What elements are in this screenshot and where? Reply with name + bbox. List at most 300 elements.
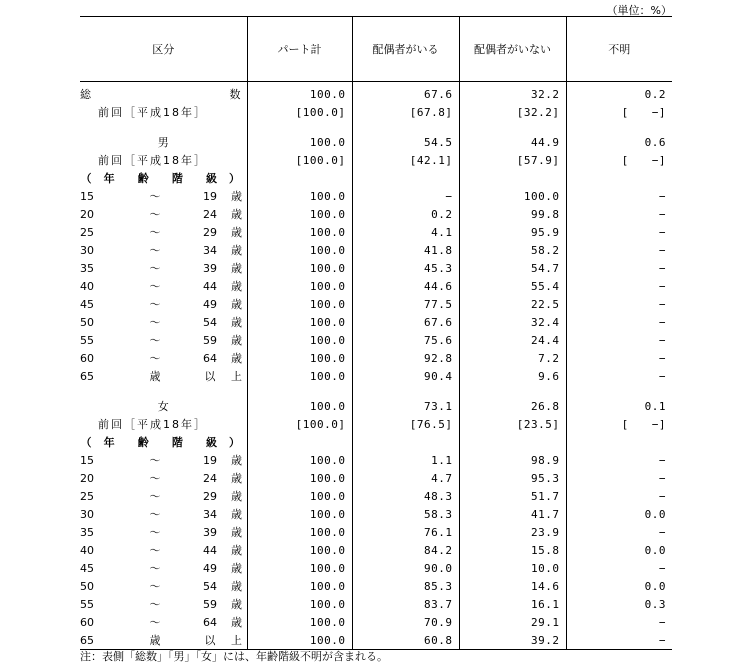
header-without-spouse: 配偶者がいない: [459, 17, 566, 82]
female-age-header-empty: [247, 433, 352, 451]
female-age-header: [80, 433, 247, 451]
age-unit: 上: [231, 634, 242, 647]
male-age-part: 100.0: [247, 241, 352, 259]
male-total-part: 100.0: [247, 133, 352, 151]
male-age-with-spouse: 45.3: [352, 259, 459, 277]
male-previous-without-spouse: [57.9]: [459, 151, 566, 169]
female-age-part: 100.0: [247, 523, 352, 541]
age-unit: 上: [231, 370, 242, 383]
header-category: 区分: [80, 17, 247, 82]
female-total-row: [80, 397, 672, 415]
male-age-with-spouse: 41.8: [352, 241, 459, 259]
female-previous-unknown: [ −]: [566, 415, 672, 433]
male-age-without-spouse: 54.7: [459, 259, 566, 277]
age-to: 19: [203, 453, 217, 467]
female-age-with-spouse: 76.1: [352, 523, 459, 541]
male-age-header: [80, 169, 247, 187]
age-from: 65: [80, 633, 94, 647]
male-total-without-spouse: 44.9: [459, 133, 566, 151]
table-row: [80, 523, 672, 541]
age-to: 34: [203, 507, 217, 521]
female-age-header-row: [80, 433, 672, 451]
female-age-with-spouse: 90.0: [352, 559, 459, 577]
male-age-label: [80, 241, 247, 259]
age-sep: 〜: [149, 190, 161, 203]
header-with-spouse: 配偶者がいる: [352, 17, 459, 82]
age-from: 20: [80, 207, 94, 221]
total-previous-unknown: [ −]: [566, 103, 672, 121]
male-total-unknown: 0.6: [566, 133, 672, 151]
female-age-unknown: −: [566, 469, 672, 487]
age-from: 60: [80, 615, 94, 629]
age-sep: 〜: [149, 580, 161, 593]
unit-label: （単位：%）: [606, 4, 672, 17]
male-age-unknown: −: [566, 349, 672, 367]
age-unit: 歳: [231, 598, 242, 611]
table-row: [80, 595, 672, 613]
female-age-with-spouse: 60.8: [352, 631, 459, 650]
female-age-part: 100.0: [247, 505, 352, 523]
female-total-with-spouse: 73.1: [352, 397, 459, 415]
male-previous-with-spouse: [42.1]: [352, 151, 459, 169]
age-unit: 歳: [231, 490, 242, 503]
female-age-unknown: 0.0: [566, 505, 672, 523]
age-sep: 〜: [149, 334, 161, 347]
male-age-part: 100.0: [247, 259, 352, 277]
spacer-cell: [247, 385, 352, 397]
age-from: 55: [80, 597, 94, 611]
age-from: 50: [80, 579, 94, 593]
female-age-label: [80, 505, 247, 523]
age-from: 65: [80, 369, 94, 383]
age-from: 30: [80, 507, 94, 521]
total-label-right: 数: [229, 88, 241, 101]
age-from: 25: [80, 489, 94, 503]
male-age-unknown: −: [566, 223, 672, 241]
spacer-row: [80, 121, 672, 133]
age-to: 64: [203, 615, 217, 629]
total-part: 100.0: [247, 82, 352, 104]
female-age-with-spouse: 1.1: [352, 451, 459, 469]
female-age-without-spouse: 14.6: [459, 577, 566, 595]
female-age-part: 100.0: [247, 487, 352, 505]
female-age-unknown: −: [566, 631, 672, 650]
age-to: 49: [203, 297, 217, 311]
male-age-header-row: [80, 169, 672, 187]
male-previous-row: [80, 151, 672, 169]
male-age-label: [80, 367, 247, 385]
age-unit: 歳: [231, 580, 242, 593]
female-age-label: [80, 541, 247, 559]
male-age-with-spouse: 90.4: [352, 367, 459, 385]
female-age-part: 100.0: [247, 451, 352, 469]
age-to: 39: [203, 525, 217, 539]
age-from: 25: [80, 225, 94, 239]
total-previous-text: 前回［平成18年］: [98, 106, 207, 119]
male-age-part: 100.0: [247, 349, 352, 367]
spacer-cell: [80, 385, 247, 397]
age-unit: 歳: [231, 208, 242, 221]
female-age-without-spouse: 29.1: [459, 613, 566, 631]
female-age-unknown: −: [566, 523, 672, 541]
age-from: 15: [80, 189, 94, 203]
age-unit: 歳: [231, 226, 242, 239]
total-previous-without-spouse: [32.2]: [459, 103, 566, 121]
age-sep: 〜: [149, 544, 161, 557]
female-age-header-empty: [352, 433, 459, 451]
age-from: 35: [80, 261, 94, 275]
total-row: [80, 82, 672, 104]
female-age-header-char: ）: [229, 436, 240, 449]
female-age-label: [80, 451, 247, 469]
male-age-with-spouse: −: [352, 187, 459, 205]
female-total-part: 100.0: [247, 397, 352, 415]
male-age-without-spouse: 24.4: [459, 331, 566, 349]
header-row: [80, 17, 672, 82]
male-age-label: [80, 331, 247, 349]
male-age-part: 100.0: [247, 313, 352, 331]
table-row: [80, 559, 672, 577]
female-age-header-char: 級: [205, 436, 217, 449]
table-header: [80, 17, 672, 82]
male-age-with-spouse: 44.6: [352, 277, 459, 295]
age-unit: 歳: [231, 526, 242, 539]
header-unknown: 不明: [566, 17, 672, 82]
female-age-with-spouse: 58.3: [352, 505, 459, 523]
female-age-without-spouse: 51.7: [459, 487, 566, 505]
female-age-header-char: 齢: [137, 436, 149, 449]
age-unit: 歳: [231, 544, 242, 557]
table-row: [80, 367, 672, 385]
female-total-unknown: 0.1: [566, 397, 672, 415]
male-age-without-spouse: 7.2: [459, 349, 566, 367]
male-age-unknown: −: [566, 313, 672, 331]
age-to: 54: [203, 579, 217, 593]
age-from: 50: [80, 315, 94, 329]
female-age-part: 100.0: [247, 469, 352, 487]
age-to: 29: [203, 489, 217, 503]
age-from: 40: [80, 543, 94, 557]
male-label: [80, 133, 247, 151]
total-without-spouse: 32.2: [459, 82, 566, 104]
female-age-label: [80, 487, 247, 505]
table-row: [80, 313, 672, 331]
table-row: [80, 505, 672, 523]
female-age-with-spouse: 85.3: [352, 577, 459, 595]
male-age-without-spouse: 55.4: [459, 277, 566, 295]
male-age-without-spouse: 100.0: [459, 187, 566, 205]
female-age-unknown: −: [566, 487, 672, 505]
male-age-header-empty: [566, 169, 672, 187]
total-with-spouse: 67.6: [352, 82, 459, 104]
age-from: 35: [80, 525, 94, 539]
age-sep: 〜: [149, 280, 161, 293]
age-sep: 歳: [149, 634, 161, 647]
male-age-unknown: −: [566, 367, 672, 385]
age-sep: 〜: [149, 352, 161, 365]
age-sep: 歳: [149, 370, 161, 383]
age-sep: 〜: [149, 208, 161, 221]
table-row: [80, 205, 672, 223]
male-age-part: 100.0: [247, 367, 352, 385]
female-age-without-spouse: 39.2: [459, 631, 566, 650]
male-age-unknown: −: [566, 241, 672, 259]
table-row: [80, 331, 672, 349]
female-age-part: 100.0: [247, 577, 352, 595]
male-age-label: [80, 277, 247, 295]
spacer-cell: [566, 385, 672, 397]
female-age-part: 100.0: [247, 541, 352, 559]
male-age-part: 100.0: [247, 331, 352, 349]
age-unit: 歳: [231, 616, 242, 629]
male-age-unknown: −: [566, 259, 672, 277]
age-sep: 〜: [149, 526, 161, 539]
total-label: [80, 82, 247, 104]
table-row: [80, 469, 672, 487]
male-age-part: 100.0: [247, 187, 352, 205]
age-from: 55: [80, 333, 94, 347]
age-sep: 〜: [149, 262, 161, 275]
female-age-with-spouse: 4.7: [352, 469, 459, 487]
table-row: [80, 487, 672, 505]
female-age-header-char: 年: [103, 436, 115, 449]
female-label-text: 女: [157, 400, 169, 413]
age-from: 15: [80, 453, 94, 467]
male-previous-text: 前回［平成18年］: [98, 154, 207, 167]
age-sep: 〜: [149, 508, 161, 521]
female-age-with-spouse: 70.9: [352, 613, 459, 631]
male-age-unknown: −: [566, 277, 672, 295]
male-age-header-empty: [459, 169, 566, 187]
age-from: 40: [80, 279, 94, 293]
female-age-with-spouse: 83.7: [352, 595, 459, 613]
male-previous-unknown: [ −]: [566, 151, 672, 169]
male-age-part: 100.0: [247, 223, 352, 241]
male-age-header-char: 年: [103, 172, 115, 185]
male-age-header-empty: [352, 169, 459, 187]
age-to: 44: [203, 279, 217, 293]
male-previous-part: [100.0]: [247, 151, 352, 169]
female-age-without-spouse: 95.3: [459, 469, 566, 487]
spacer-row: [80, 385, 672, 397]
total-previous-label: [80, 103, 247, 121]
male-age-label: [80, 187, 247, 205]
female-age-without-spouse: 10.0: [459, 559, 566, 577]
age-unit: 歳: [231, 352, 242, 365]
female-age-without-spouse: 23.9: [459, 523, 566, 541]
age-unit: 歳: [231, 316, 242, 329]
male-age-without-spouse: 95.9: [459, 223, 566, 241]
table-row: [80, 259, 672, 277]
female-age-label: [80, 559, 247, 577]
male-age-without-spouse: 58.2: [459, 241, 566, 259]
spacer-cell: [459, 385, 566, 397]
female-age-without-spouse: 41.7: [459, 505, 566, 523]
female-age-unknown: 0.0: [566, 541, 672, 559]
age-to: 64: [203, 351, 217, 365]
age-to: 以: [204, 370, 216, 383]
female-age-unknown: −: [566, 613, 672, 631]
age-unit: 歳: [231, 562, 242, 575]
female-age-unknown: 0.0: [566, 577, 672, 595]
table-row: [80, 451, 672, 469]
female-previous-with-spouse: [76.5]: [352, 415, 459, 433]
female-age-label: [80, 595, 247, 613]
male-age-header-empty: [247, 169, 352, 187]
female-age-label: [80, 469, 247, 487]
male-age-label: [80, 313, 247, 331]
female-age-part: 100.0: [247, 559, 352, 577]
male-age-with-spouse: 92.8: [352, 349, 459, 367]
age-unit: 歳: [231, 508, 242, 521]
female-previous-row: [80, 415, 672, 433]
male-age-part: 100.0: [247, 277, 352, 295]
age-unit: 歳: [231, 262, 242, 275]
male-age-label: [80, 259, 247, 277]
age-from: 45: [80, 561, 94, 575]
table-row: [80, 187, 672, 205]
age-to: 54: [203, 315, 217, 329]
age-sep: 〜: [149, 598, 161, 611]
age-unit: 歳: [231, 454, 242, 467]
male-age-unknown: −: [566, 331, 672, 349]
female-age-label: [80, 613, 247, 631]
table-row: [80, 577, 672, 595]
female-age-without-spouse: 15.8: [459, 541, 566, 559]
age-unit: 歳: [231, 244, 242, 257]
female-age-header-empty: [566, 433, 672, 451]
age-from: 60: [80, 351, 94, 365]
age-from: 20: [80, 471, 94, 485]
male-age-header-char: ）: [229, 172, 240, 185]
age-sep: 〜: [149, 562, 161, 575]
age-unit: 歳: [231, 190, 242, 203]
age-sep: 〜: [149, 490, 161, 503]
age-to: 39: [203, 261, 217, 275]
female-label: [80, 397, 247, 415]
age-to: 29: [203, 225, 217, 239]
age-to: 24: [203, 207, 217, 221]
table-row: [80, 223, 672, 241]
male-label-text: 男: [157, 136, 169, 149]
female-age-label: [80, 631, 247, 650]
male-age-label: [80, 205, 247, 223]
female-previous-label: [80, 415, 247, 433]
male-age-part: 100.0: [247, 205, 352, 223]
male-previous-label: [80, 151, 247, 169]
age-sep: 〜: [149, 454, 161, 467]
spacer-cell: [352, 385, 459, 397]
age-to: 59: [203, 333, 217, 347]
age-to: 59: [203, 597, 217, 611]
male-age-header-char: （: [80, 172, 92, 185]
female-age-with-spouse: 84.2: [352, 541, 459, 559]
male-age-without-spouse: 9.6: [459, 367, 566, 385]
female-previous-text: 前回［平成18年］: [98, 418, 207, 431]
footnote: 注：表側「総数」「男」「女」には、年齢階級不明が含まれる。: [80, 650, 388, 663]
male-age-unknown: −: [566, 205, 672, 223]
age-to: 19: [203, 189, 217, 203]
age-to: 34: [203, 243, 217, 257]
male-age-with-spouse: 4.1: [352, 223, 459, 241]
age-from: 30: [80, 243, 94, 257]
age-unit: 歳: [231, 298, 242, 311]
male-age-header-char: 齢: [137, 172, 149, 185]
male-age-unknown: −: [566, 187, 672, 205]
female-total-without-spouse: 26.8: [459, 397, 566, 415]
total-previous-with-spouse: [67.8]: [352, 103, 459, 121]
table-row: [80, 613, 672, 631]
age-to: 以: [204, 634, 216, 647]
male-age-label: [80, 295, 247, 313]
male-age-with-spouse: 77.5: [352, 295, 459, 313]
male-age-label: [80, 223, 247, 241]
age-to: 49: [203, 561, 217, 575]
table-row: [80, 241, 672, 259]
male-age-part: 100.0: [247, 295, 352, 313]
male-total-with-spouse: 54.5: [352, 133, 459, 151]
female-age-header-char: （: [80, 436, 92, 449]
age-from: 45: [80, 297, 94, 311]
statistics-table: [80, 16, 672, 650]
age-unit: 歳: [231, 334, 242, 347]
age-sep: 〜: [149, 226, 161, 239]
male-age-without-spouse: 32.4: [459, 313, 566, 331]
male-age-header-char: 級: [205, 172, 217, 185]
male-age-with-spouse: 0.2: [352, 205, 459, 223]
female-age-unknown: 0.3: [566, 595, 672, 613]
age-to: 44: [203, 543, 217, 557]
female-age-label: [80, 523, 247, 541]
female-age-part: 100.0: [247, 613, 352, 631]
male-age-label: [80, 349, 247, 367]
female-age-unknown: −: [566, 559, 672, 577]
age-unit: 歳: [231, 280, 242, 293]
total-unknown: 0.2: [566, 82, 672, 104]
female-age-without-spouse: 16.1: [459, 595, 566, 613]
female-age-header-char: 階: [171, 436, 183, 449]
male-age-without-spouse: 22.5: [459, 295, 566, 313]
age-sep: 〜: [149, 298, 161, 311]
female-age-with-spouse: 48.3: [352, 487, 459, 505]
age-to: 24: [203, 471, 217, 485]
female-age-header-empty: [459, 433, 566, 451]
female-age-unknown: −: [566, 451, 672, 469]
female-age-part: 100.0: [247, 595, 352, 613]
total-label-left: 総: [80, 88, 91, 101]
age-sep: 〜: [149, 244, 161, 257]
table-row: [80, 349, 672, 367]
table-row: [80, 295, 672, 313]
male-age-header-char: 階: [171, 172, 183, 185]
male-age-unknown: −: [566, 295, 672, 313]
table-row: [80, 541, 672, 559]
table-row: [80, 277, 672, 295]
table-body: [80, 82, 672, 650]
age-sep: 〜: [149, 616, 161, 629]
total-previous-row: [80, 103, 672, 121]
table-row: [80, 631, 672, 650]
male-age-without-spouse: 99.8: [459, 205, 566, 223]
female-previous-part: [100.0]: [247, 415, 352, 433]
age-sep: 〜: [149, 316, 161, 329]
age-unit: 歳: [231, 472, 242, 485]
age-sep: 〜: [149, 472, 161, 485]
male-age-with-spouse: 75.6: [352, 331, 459, 349]
female-age-part: 100.0: [247, 631, 352, 650]
male-total-row: [80, 133, 672, 151]
total-previous-part: [100.0]: [247, 103, 352, 121]
